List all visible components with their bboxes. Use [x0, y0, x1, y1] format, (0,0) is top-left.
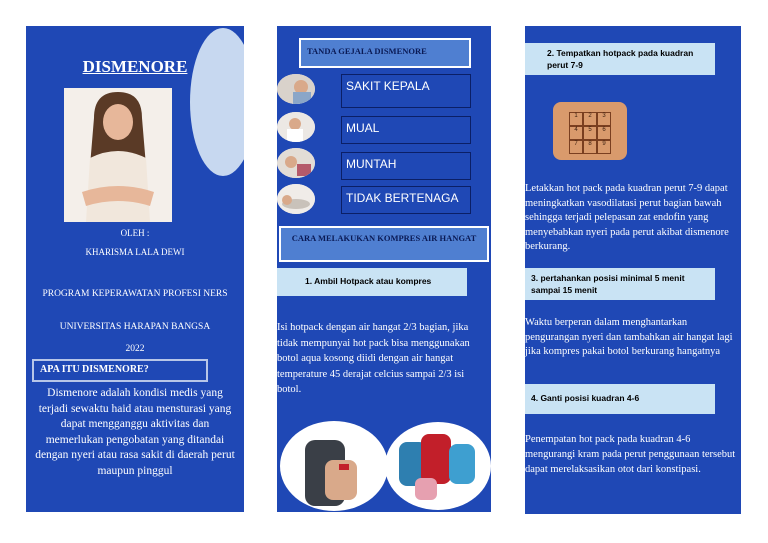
step3-box	[525, 268, 715, 300]
step2-text: Letakkan hot pack pada kuadran perut 7-9 dapat meningkatkan vasodilatasi perut bagian bawah sehingga terjadi pelepasan zat endofin yang menyebabkan nyeri pada perut akibat dismenore berkurang.	[525, 183, 729, 252]
headache-image	[277, 74, 315, 104]
step3-text: Waktu berperan dalam menghantarkan pengurangan nyeri dan tambahkan air hangat lagi jika kompres pakai botol berkurang hangatnya	[525, 317, 733, 357]
step2-box	[525, 43, 715, 75]
symptoms-heading: TANDA GEJALA DISMENORE	[307, 46, 427, 56]
step1-label: 1. Ambil Hotpack atau kompres	[305, 276, 432, 286]
quadrant-cell: 5	[583, 126, 597, 140]
how-heading-box	[279, 226, 489, 262]
quadrant-cell: 8	[583, 140, 597, 154]
cover-panel	[26, 26, 244, 512]
step1-box	[277, 268, 467, 296]
hand-holding-hotpack-image	[279, 420, 389, 512]
how-heading: CARA MELAKUKAN KOMPRES AIR HANGAT	[291, 233, 477, 243]
steps-panel	[525, 26, 741, 514]
quadrant-cell: 1	[569, 112, 583, 126]
quadrant-cell: 2	[583, 112, 597, 126]
quadrant-grid	[569, 112, 611, 154]
nausea-image	[277, 112, 315, 142]
quadrant-cell: 3	[597, 112, 611, 126]
author-by-label: OLEH :	[120, 228, 150, 238]
decorative-ellipse	[190, 28, 244, 176]
hot-water-bags-image	[385, 422, 491, 510]
symptom-item	[341, 152, 471, 180]
university-name: UNIVERSITAS HARAPAN BANGSA	[59, 322, 211, 332]
author-name: KHARISMA LALA DEWI	[85, 247, 185, 257]
step4-text: Penempatan hot pack pada kuadran 4-6 mengurangi kram pada perut penggunaan tersebut dapat merelaksasikan otot dari konstipasi.	[525, 434, 736, 475]
step1-text: Isi hotpack dengan air hangat 2/3 bagian, jika tidak mempunyai hot pack bisa menggunakan botol aqua kosong diidi dengan air hangat temperature 45 derajat celcius sampai 2/3 isi botol.	[277, 322, 470, 395]
symptoms-heading-box	[299, 38, 471, 68]
step3-label: 3. pertahankan posisi minimal 5 menit sampai 15 menit	[531, 273, 685, 295]
what-heading: APA ITU DISMENORE?	[40, 364, 149, 375]
step4-label: 4. Ganti posisi kuadran 4-6	[531, 393, 640, 403]
program-name: PROGRAM KEPERAWATAN PROFESI NERS	[42, 289, 228, 299]
quadrant-cell: 4	[569, 126, 583, 140]
symptom-label: MUAL	[346, 121, 380, 135]
quadrant-cell: 7	[569, 140, 583, 154]
quadrant-cell: 6	[597, 126, 611, 140]
symptom-item	[341, 74, 471, 108]
year-label: 2022	[125, 344, 145, 354]
page-title: DISMENORE	[82, 57, 188, 76]
symptom-item	[341, 116, 471, 144]
symptom-item	[341, 186, 471, 214]
woman-cramp-illustration	[64, 88, 172, 222]
what-heading-box	[32, 359, 208, 382]
symptoms-panel	[277, 26, 491, 512]
abdomen-quadrant-image	[553, 102, 627, 160]
fatigue-image	[277, 184, 315, 214]
symptom-label: MUNTAH	[346, 157, 397, 171]
step4-box	[525, 384, 715, 414]
vomiting-image	[277, 148, 315, 178]
step2-label: 2. Tempatkan hotpack pada kuadran perut 7-9	[547, 48, 694, 70]
definition-text: Dismenore adalah kondisi medis yang terjadi sewaktu haid atau mensturasi yang dapat mengganggu aktivitas dan memerlukan pengobatan yang ditandai dengan nyeri atau rasa sakit di daerah perut maupun pinggul	[35, 387, 235, 477]
quadrant-cell: 9	[597, 140, 611, 154]
symptom-label: TIDAK BERTENAGA	[346, 191, 459, 205]
symptom-label: SAKIT KEPALA	[346, 79, 430, 93]
